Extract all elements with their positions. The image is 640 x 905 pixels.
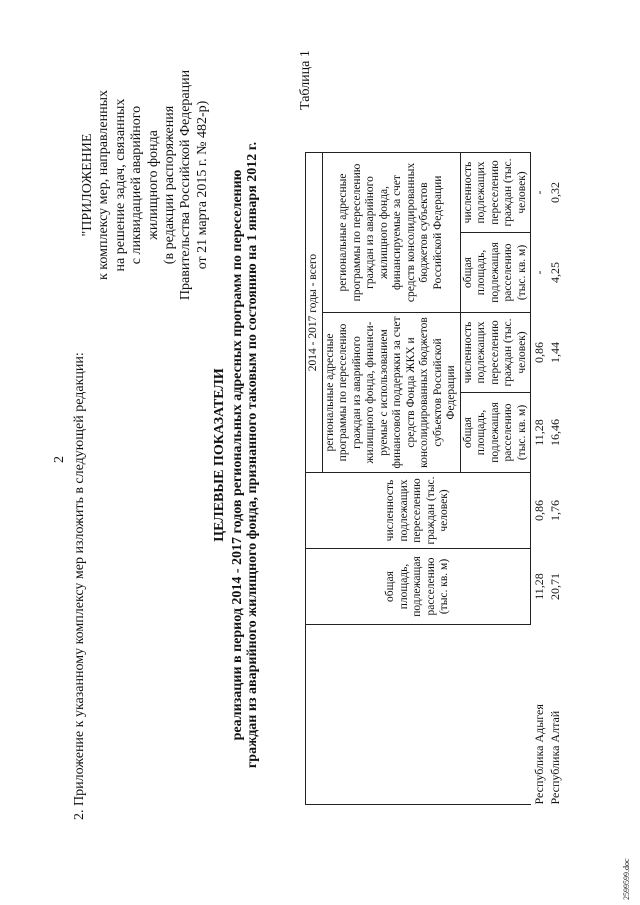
- fund-area-value: 16,46: [547, 419, 562, 446]
- budget-area-value: 4,25: [547, 262, 562, 283]
- table-row: [531, 153, 547, 805]
- appendix-line: от 21 марта 2015 г. № 482-р): [194, 100, 210, 270]
- table-title: [212, 105, 260, 805]
- budget-area-value: -: [532, 270, 546, 275]
- header-total-area: общая площадь, подлежащая расселению (тыс. кв. м): [306, 549, 531, 625]
- appendix-line: с ликвидацией аварийного: [129, 105, 145, 265]
- appendix-line: Правительства Российской Федерации: [178, 69, 194, 301]
- fund-people-value: 0,86: [532, 342, 546, 363]
- table-title-line: граждан из аварийного жилищного фонда, признанного таковым по состоянию на 1 января 2012 г.: [245, 141, 260, 769]
- total-area-value: 11,28: [532, 573, 546, 600]
- total-people-value: 0,86: [532, 500, 546, 521]
- fund-area-value: 11,28: [532, 419, 546, 446]
- appendix-line: жилищного фонда: [145, 130, 161, 240]
- fund-header: региональные адресные программы по переселению граждан из аварийного жилищного фонда, финанси-руемые с использованием финансовой поддержки за счет средств Фонда ЖКХ и консолидированных бюджетов субъектов Российской Федерации: [322, 313, 460, 473]
- header-total-people: численность подлежащих переселению граждан (тыс. человек): [306, 473, 531, 549]
- footer-filename: 2599599.doc: [622, 858, 631, 900]
- region-name: Республика Алтай: [547, 710, 562, 805]
- sub-header-people: численность подлежащих переселению граждан (тыс. человек): [460, 153, 531, 233]
- region-name: Республика Адыгея: [531, 704, 546, 805]
- fund-people-value: 1,44: [547, 342, 562, 363]
- table-title-main: ЦЕЛЕВЫЕ ПОКАЗАТЕЛИ: [212, 368, 227, 542]
- appendix-header: [80, 0, 211, 380]
- page-number: 2: [52, 456, 67, 463]
- total-people-value: 1,76: [547, 500, 562, 521]
- budget-people-value: -: [532, 190, 546, 195]
- table-label: Таблица 1: [298, 50, 313, 110]
- appendix-line: на решение задач, связанных: [112, 98, 128, 272]
- intro-text: 2. Приложение к указанному комплексу мер изложить в следующей редакции:: [72, 352, 87, 820]
- appendix-line: (в редакции распоряжения: [162, 105, 178, 265]
- budget-header: региональные адресные программы по переселению граждан из аварийного жилищного фонда, финансируемые за счет средств консолидированных бюджетов субъектов Российской Федерации: [322, 153, 460, 313]
- sub-header-people: численность подлежащих переселению граждан (тыс. человек): [460, 313, 531, 393]
- table-row: [547, 153, 563, 805]
- sub-header-area: общая площадь, подлежащая расселению (тыс. кв. м): [460, 233, 531, 313]
- region-header-cell: [306, 625, 531, 805]
- appendix-title: "ПРИЛОЖЕНИЕ: [80, 133, 95, 237]
- total-area-value: 20,71: [547, 573, 562, 600]
- targets-table: [305, 152, 562, 805]
- group-header: 2014 - 2017 годы - всего: [306, 153, 323, 473]
- sub-header-area: общая площадь, подлежащая расселению (тыс. кв. м): [460, 393, 531, 473]
- budget-people-value: 0,32: [547, 182, 562, 203]
- appendix-line: к комплексу мер, направленных: [96, 90, 112, 280]
- table-title-line: реализации в период 2014 - 2017 годов региональных адресных программ по переселению: [230, 169, 245, 741]
